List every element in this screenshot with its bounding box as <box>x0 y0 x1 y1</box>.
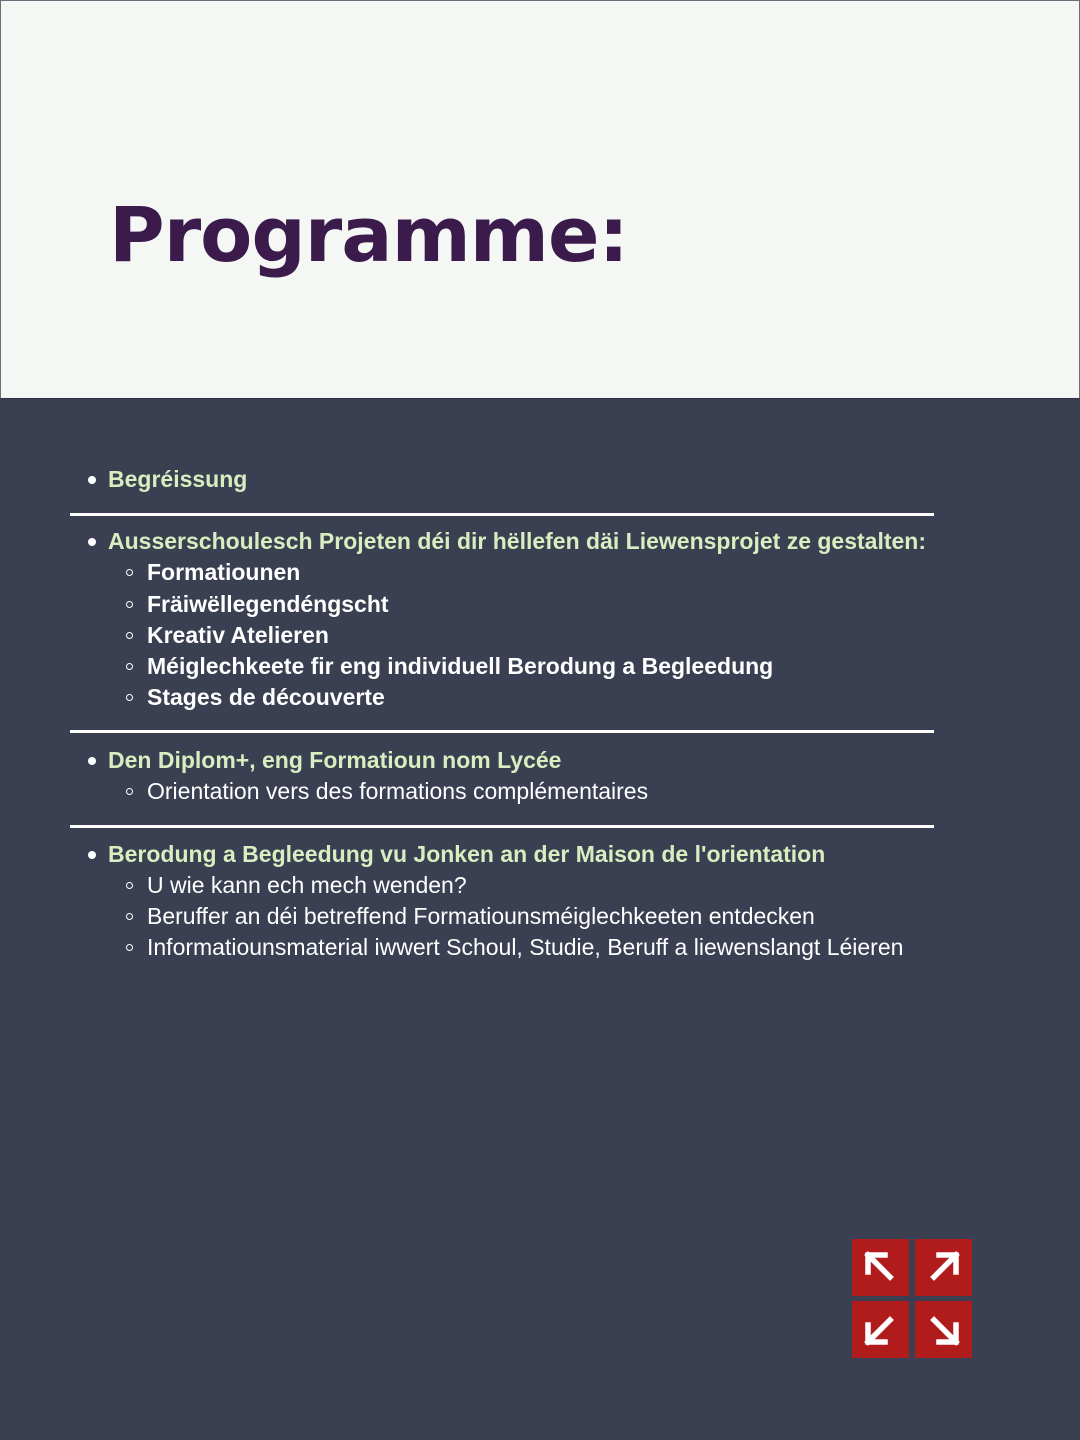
list-item: Stages de découverte <box>147 684 385 710</box>
list-item: Orientation vers des formations complémentaires <box>147 778 649 804</box>
list-item: Kreativ Atelieren <box>147 622 329 648</box>
sub-bullet-icon <box>126 694 133 701</box>
logo <box>852 1239 973 1359</box>
sub-bullet-icon <box>126 882 133 889</box>
divider <box>70 513 934 516</box>
section-heading-guidance: Berodung a Begleedung vu Jonken an der Maison de l'orientation <box>108 841 826 867</box>
section-heading-diplom: Den Diplom+, eng Formatioun nom Lycée <box>108 747 562 773</box>
arrow-up-left-icon <box>852 1239 909 1296</box>
bullet-icon <box>88 757 96 765</box>
sub-bullet-icon <box>126 569 133 576</box>
list-item: U wie kann ech mech wenden? <box>147 872 467 898</box>
bullet-icon <box>88 538 96 546</box>
sub-bullet-icon <box>126 788 133 795</box>
header-panel <box>0 0 1080 399</box>
list-item: Beruffer an déi betreffend Formatiounsméiglechkeeten entdecken <box>147 903 815 929</box>
arrow-down-left-icon <box>852 1301 909 1358</box>
divider <box>70 825 934 828</box>
sub-bullet-icon <box>126 944 133 951</box>
arrow-down-right-icon <box>915 1301 972 1358</box>
arrow-up-right-icon <box>915 1239 972 1296</box>
sub-bullet-icon <box>126 913 133 920</box>
bullet-icon <box>88 476 96 484</box>
divider <box>70 730 934 733</box>
section-heading-projects: Ausserschoulesch Projeten déi dir hëllefen däi Liewensprojet ze gestalten: <box>108 528 927 554</box>
bullet-icon <box>88 851 96 859</box>
sub-bullet-icon <box>126 663 133 670</box>
section-heading-welcome: Begréissung <box>108 466 248 492</box>
list-item: Formatiounen <box>147 559 301 585</box>
sub-bullet-icon <box>126 632 133 639</box>
list-item: Fräiwëllegendéngscht <box>147 591 389 617</box>
page-title: Programme: <box>109 190 628 279</box>
list-item: Informatiounsmaterial iwwert Schoul, Studie, Beruff a liewenslangt Léieren <box>147 934 904 960</box>
sub-bullet-icon <box>126 601 133 608</box>
list-item: Méiglechkeete fir eng individuell Berodung a Begleedung <box>147 653 774 679</box>
